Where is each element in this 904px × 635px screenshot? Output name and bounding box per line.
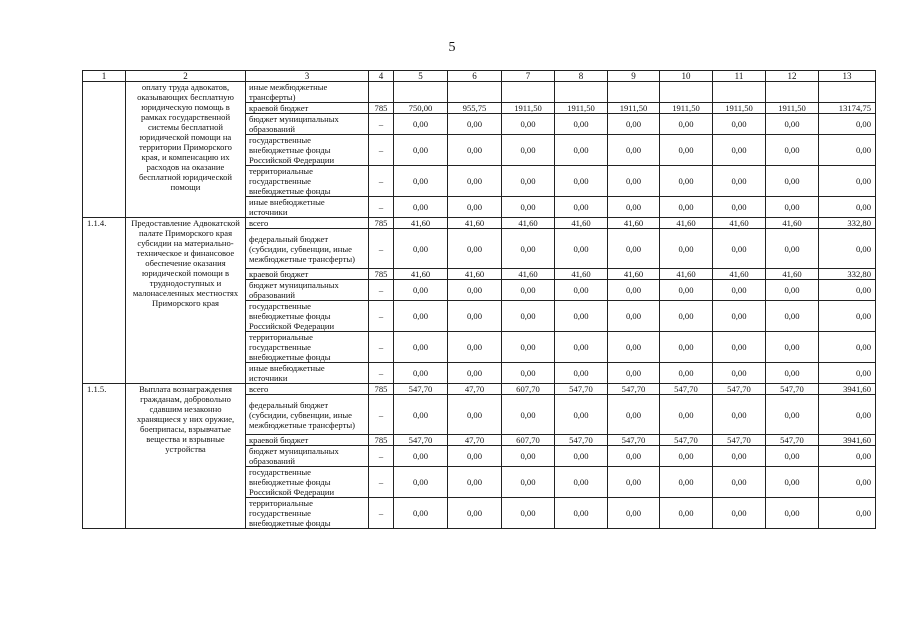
total-value: 0,00 [819,498,876,529]
year-value: 0,00 [555,301,608,332]
year-value: 0,00 [766,467,819,498]
budget-code: 785 [369,103,394,114]
total-value: 332,80 [819,218,876,229]
year-value: 0,00 [713,301,766,332]
year-value: 41,60 [608,269,660,280]
total-value: 0,00 [819,467,876,498]
year-value: 0,00 [448,395,502,435]
year-value: 0,00 [608,229,660,269]
column-header: 11 [713,71,766,82]
year-value: 0,00 [608,498,660,529]
year-value: 1911,50 [660,103,713,114]
year-value: 0,00 [660,280,713,301]
item-number [83,82,126,218]
column-header: 6 [448,71,502,82]
year-value: 0,00 [766,197,819,218]
item-number: 1.1.5. [83,384,126,529]
year-value [448,82,502,103]
year-value: 41,60 [766,269,819,280]
year-value: 0,00 [394,229,448,269]
column-header: 13 [819,71,876,82]
year-value: 0,00 [713,446,766,467]
total-value: 0,00 [819,114,876,135]
funding-source: бюджет муниципальных образований [246,446,369,467]
column-header: 1 [83,71,126,82]
year-value: 0,00 [713,498,766,529]
column-header: 5 [394,71,448,82]
funding-source: иные межбюджетные трансферты) [246,82,369,103]
year-value: 0,00 [766,498,819,529]
year-value: 0,00 [448,229,502,269]
year-value: 0,00 [660,363,713,384]
year-value: 41,60 [448,269,502,280]
year-value: 547,70 [394,384,448,395]
year-value: 0,00 [502,135,555,166]
year-value: 0,00 [394,114,448,135]
year-value: 0,00 [448,197,502,218]
year-value: 0,00 [394,301,448,332]
year-value: 0,00 [555,114,608,135]
year-value: 41,60 [713,269,766,280]
funding-source: бюджет муниципальных образований [246,114,369,135]
year-value [555,82,608,103]
total-value: 13174,75 [819,103,876,114]
year-value: 0,00 [660,395,713,435]
total-value: 0,00 [819,197,876,218]
total-value: 0,00 [819,395,876,435]
year-value: 0,00 [448,498,502,529]
funding-source: государственные внебюджетные фонды Российской Федерации [246,301,369,332]
year-value: 547,70 [608,435,660,446]
year-value: 0,00 [660,166,713,197]
year-value: 0,00 [448,280,502,301]
total-value: 3941,60 [819,435,876,446]
budget-code: – [369,166,394,197]
funding-source: государственные внебюджетные фонды Российской Федерации [246,467,369,498]
year-value: 0,00 [713,135,766,166]
table-row [83,82,876,103]
year-value: 0,00 [394,332,448,363]
funding-source: краевой бюджет [246,269,369,280]
year-value: 0,00 [555,135,608,166]
year-value: 0,00 [766,395,819,435]
year-value: 0,00 [766,280,819,301]
funding-source: территориальные государственные внебюджетные фонды [246,166,369,197]
year-value: 0,00 [608,114,660,135]
year-value: 0,00 [555,166,608,197]
year-value: 0,00 [660,467,713,498]
year-value: 0,00 [713,197,766,218]
year-value: 41,60 [555,269,608,280]
total-value: 0,00 [819,229,876,269]
budget-code: – [369,301,394,332]
year-value: 0,00 [660,498,713,529]
item-description: оплату труда адвокатов, оказывающих бесплатную юридическую помощь в рамках государственной системы бесплатной юридической помощи на территории Приморского края, и компенсацию их расходов на оказание бесплатной юридической помощи [126,82,246,218]
year-value: 0,00 [608,135,660,166]
total-value: 332,80 [819,269,876,280]
year-value: 41,60 [660,218,713,229]
year-value: 0,00 [502,446,555,467]
year-value [502,82,555,103]
year-value: 0,00 [448,301,502,332]
year-value: 0,00 [502,363,555,384]
year-value: 0,00 [502,280,555,301]
year-value [766,82,819,103]
year-value: 607,70 [502,435,555,446]
year-value: 547,70 [660,384,713,395]
year-value: 750,00 [394,103,448,114]
column-header: 9 [608,71,660,82]
year-value: 0,00 [766,332,819,363]
funding-source: краевой бюджет [246,435,369,446]
funding-source: территориальные государственные внебюджетные фонды [246,498,369,529]
budget-code: – [369,114,394,135]
year-value: 0,00 [448,135,502,166]
funding-source: краевой бюджет [246,103,369,114]
year-value: 547,70 [555,384,608,395]
year-value: 0,00 [394,467,448,498]
year-value: 0,00 [713,229,766,269]
year-value: 41,60 [766,218,819,229]
year-value: 547,70 [555,435,608,446]
column-header: 3 [246,71,369,82]
year-value: 0,00 [766,446,819,467]
year-value: 0,00 [555,280,608,301]
budget-code: – [369,280,394,301]
column-header: 10 [660,71,713,82]
year-value: 0,00 [448,467,502,498]
budget-code: 785 [369,269,394,280]
total-value: 0,00 [819,363,876,384]
year-value: 0,00 [394,280,448,301]
year-value: 0,00 [394,135,448,166]
table-row [83,218,876,229]
year-value: 41,60 [502,218,555,229]
budget-code: – [369,197,394,218]
year-value: 547,70 [766,435,819,446]
item-description: Выплата вознаграждения гражданам, добровольно сдавшим незаконно хранящиеся у них оружие, боеприпасы, взрывчатые вещества и взрывные устройства [126,384,246,529]
year-value: 41,60 [502,269,555,280]
year-value: 955,75 [448,103,502,114]
year-value: 0,00 [394,363,448,384]
year-value: 0,00 [660,114,713,135]
year-value: 0,00 [766,229,819,269]
year-value: 1911,50 [713,103,766,114]
year-value: 0,00 [660,446,713,467]
year-value: 0,00 [608,332,660,363]
year-value: 547,70 [660,435,713,446]
budget-code: – [369,229,394,269]
total-value: 0,00 [819,446,876,467]
year-value: 0,00 [502,166,555,197]
year-value [394,82,448,103]
year-value: 0,00 [608,395,660,435]
year-value: 0,00 [608,363,660,384]
year-value: 0,00 [394,197,448,218]
year-value: 41,60 [394,269,448,280]
year-value: 0,00 [555,446,608,467]
budget-code: 785 [369,218,394,229]
year-value: 0,00 [766,135,819,166]
year-value: 0,00 [555,395,608,435]
funding-source: федеральный бюджет (субсидии, субвенции, иные межбюджетные трансферты) [246,229,369,269]
year-value: 0,00 [713,114,766,135]
total-value: 0,00 [819,135,876,166]
column-header: 12 [766,71,819,82]
year-value: 547,70 [394,435,448,446]
year-value: 47,70 [448,384,502,395]
total-value: 0,00 [819,301,876,332]
year-value: 41,60 [660,269,713,280]
year-value: 41,60 [713,218,766,229]
budget-code: – [369,395,394,435]
budget-code: – [369,498,394,529]
year-value: 0,00 [713,467,766,498]
table-row [83,384,876,395]
year-value: 547,70 [608,384,660,395]
year-value: 0,00 [555,229,608,269]
total-value: 3941,60 [819,384,876,395]
year-value: 41,60 [555,218,608,229]
year-value: 547,70 [713,384,766,395]
year-value: 41,60 [448,218,502,229]
year-value: 0,00 [448,166,502,197]
budget-code: – [369,135,394,166]
year-value [660,82,713,103]
budget-code: 785 [369,384,394,395]
year-value: 0,00 [766,363,819,384]
year-value: 0,00 [608,280,660,301]
year-value: 0,00 [608,197,660,218]
year-value: 0,00 [448,114,502,135]
year-value [713,82,766,103]
year-value: 0,00 [502,395,555,435]
column-header: 8 [555,71,608,82]
year-value: 0,00 [660,229,713,269]
year-value: 0,00 [555,498,608,529]
budget-code [369,82,394,103]
budget-code: – [369,467,394,498]
item-number: 1.1.4. [83,218,126,384]
year-value: 0,00 [608,467,660,498]
year-value: 0,00 [448,363,502,384]
budget-table [82,70,876,529]
funding-source: бюджет муниципальных образований [246,280,369,301]
year-value: 0,00 [555,197,608,218]
year-value: 0,00 [713,280,766,301]
column-header: 4 [369,71,394,82]
year-value: 0,00 [555,363,608,384]
year-value: 1911,50 [555,103,608,114]
budget-code: – [369,332,394,363]
item-description: Предоставление Адвокатской палате Приморского края субсидии на материально-техническое и финансовое обеспечение оказания юридической помощи в труднодоступных и малонаселенных местностях Приморского края [126,218,246,384]
year-value: 0,00 [766,114,819,135]
year-value: 0,00 [502,498,555,529]
budget-code: 785 [369,435,394,446]
funding-source: государственные внебюджетные фонды Российской Федерации [246,135,369,166]
funding-source: иные внебюджетные источники [246,197,369,218]
year-value: 0,00 [713,363,766,384]
total-value: 0,00 [819,166,876,197]
year-value: 547,70 [713,435,766,446]
page-number: 5 [448,40,456,55]
year-value: 0,00 [660,301,713,332]
header-row [83,71,876,82]
year-value: 0,00 [713,166,766,197]
year-value: 0,00 [448,332,502,363]
year-value [608,82,660,103]
total-value: 0,00 [819,332,876,363]
year-value: 0,00 [608,166,660,197]
year-value: 0,00 [394,498,448,529]
year-value: 0,00 [713,395,766,435]
year-value: 41,60 [608,218,660,229]
column-header: 7 [502,71,555,82]
year-value: 0,00 [713,332,766,363]
total-value: 0,00 [819,280,876,301]
year-value: 47,70 [448,435,502,446]
year-value: 0,00 [660,332,713,363]
year-value: 0,00 [502,467,555,498]
funding-source: федеральный бюджет (субсидии, субвенции, иные межбюджетные трансферты) [246,395,369,435]
year-value: 0,00 [608,301,660,332]
year-value: 0,00 [394,166,448,197]
year-value: 547,70 [766,384,819,395]
total-value [819,82,876,103]
year-value: 0,00 [660,197,713,218]
year-value: 0,00 [502,114,555,135]
year-value: 0,00 [448,446,502,467]
year-value: 0,00 [555,467,608,498]
budget-code: – [369,363,394,384]
year-value: 0,00 [660,135,713,166]
column-header: 2 [126,71,246,82]
year-value: 0,00 [608,446,660,467]
year-value: 0,00 [502,197,555,218]
year-value: 41,60 [394,218,448,229]
year-value: 0,00 [766,301,819,332]
year-value: 607,70 [502,384,555,395]
funding-source: всего [246,384,369,395]
funding-source: всего [246,218,369,229]
year-value: 1911,50 [502,103,555,114]
year-value: 0,00 [502,229,555,269]
year-value: 1911,50 [608,103,660,114]
year-value: 0,00 [394,395,448,435]
year-value: 0,00 [555,332,608,363]
budget-code: – [369,446,394,467]
year-value: 0,00 [502,301,555,332]
year-value: 0,00 [394,446,448,467]
table-body [83,71,876,529]
year-value: 0,00 [766,166,819,197]
year-value: 1911,50 [766,103,819,114]
funding-source: иные внебюджетные источники [246,363,369,384]
year-value: 0,00 [502,332,555,363]
funding-source: территориальные государственные внебюджетные фонды [246,332,369,363]
